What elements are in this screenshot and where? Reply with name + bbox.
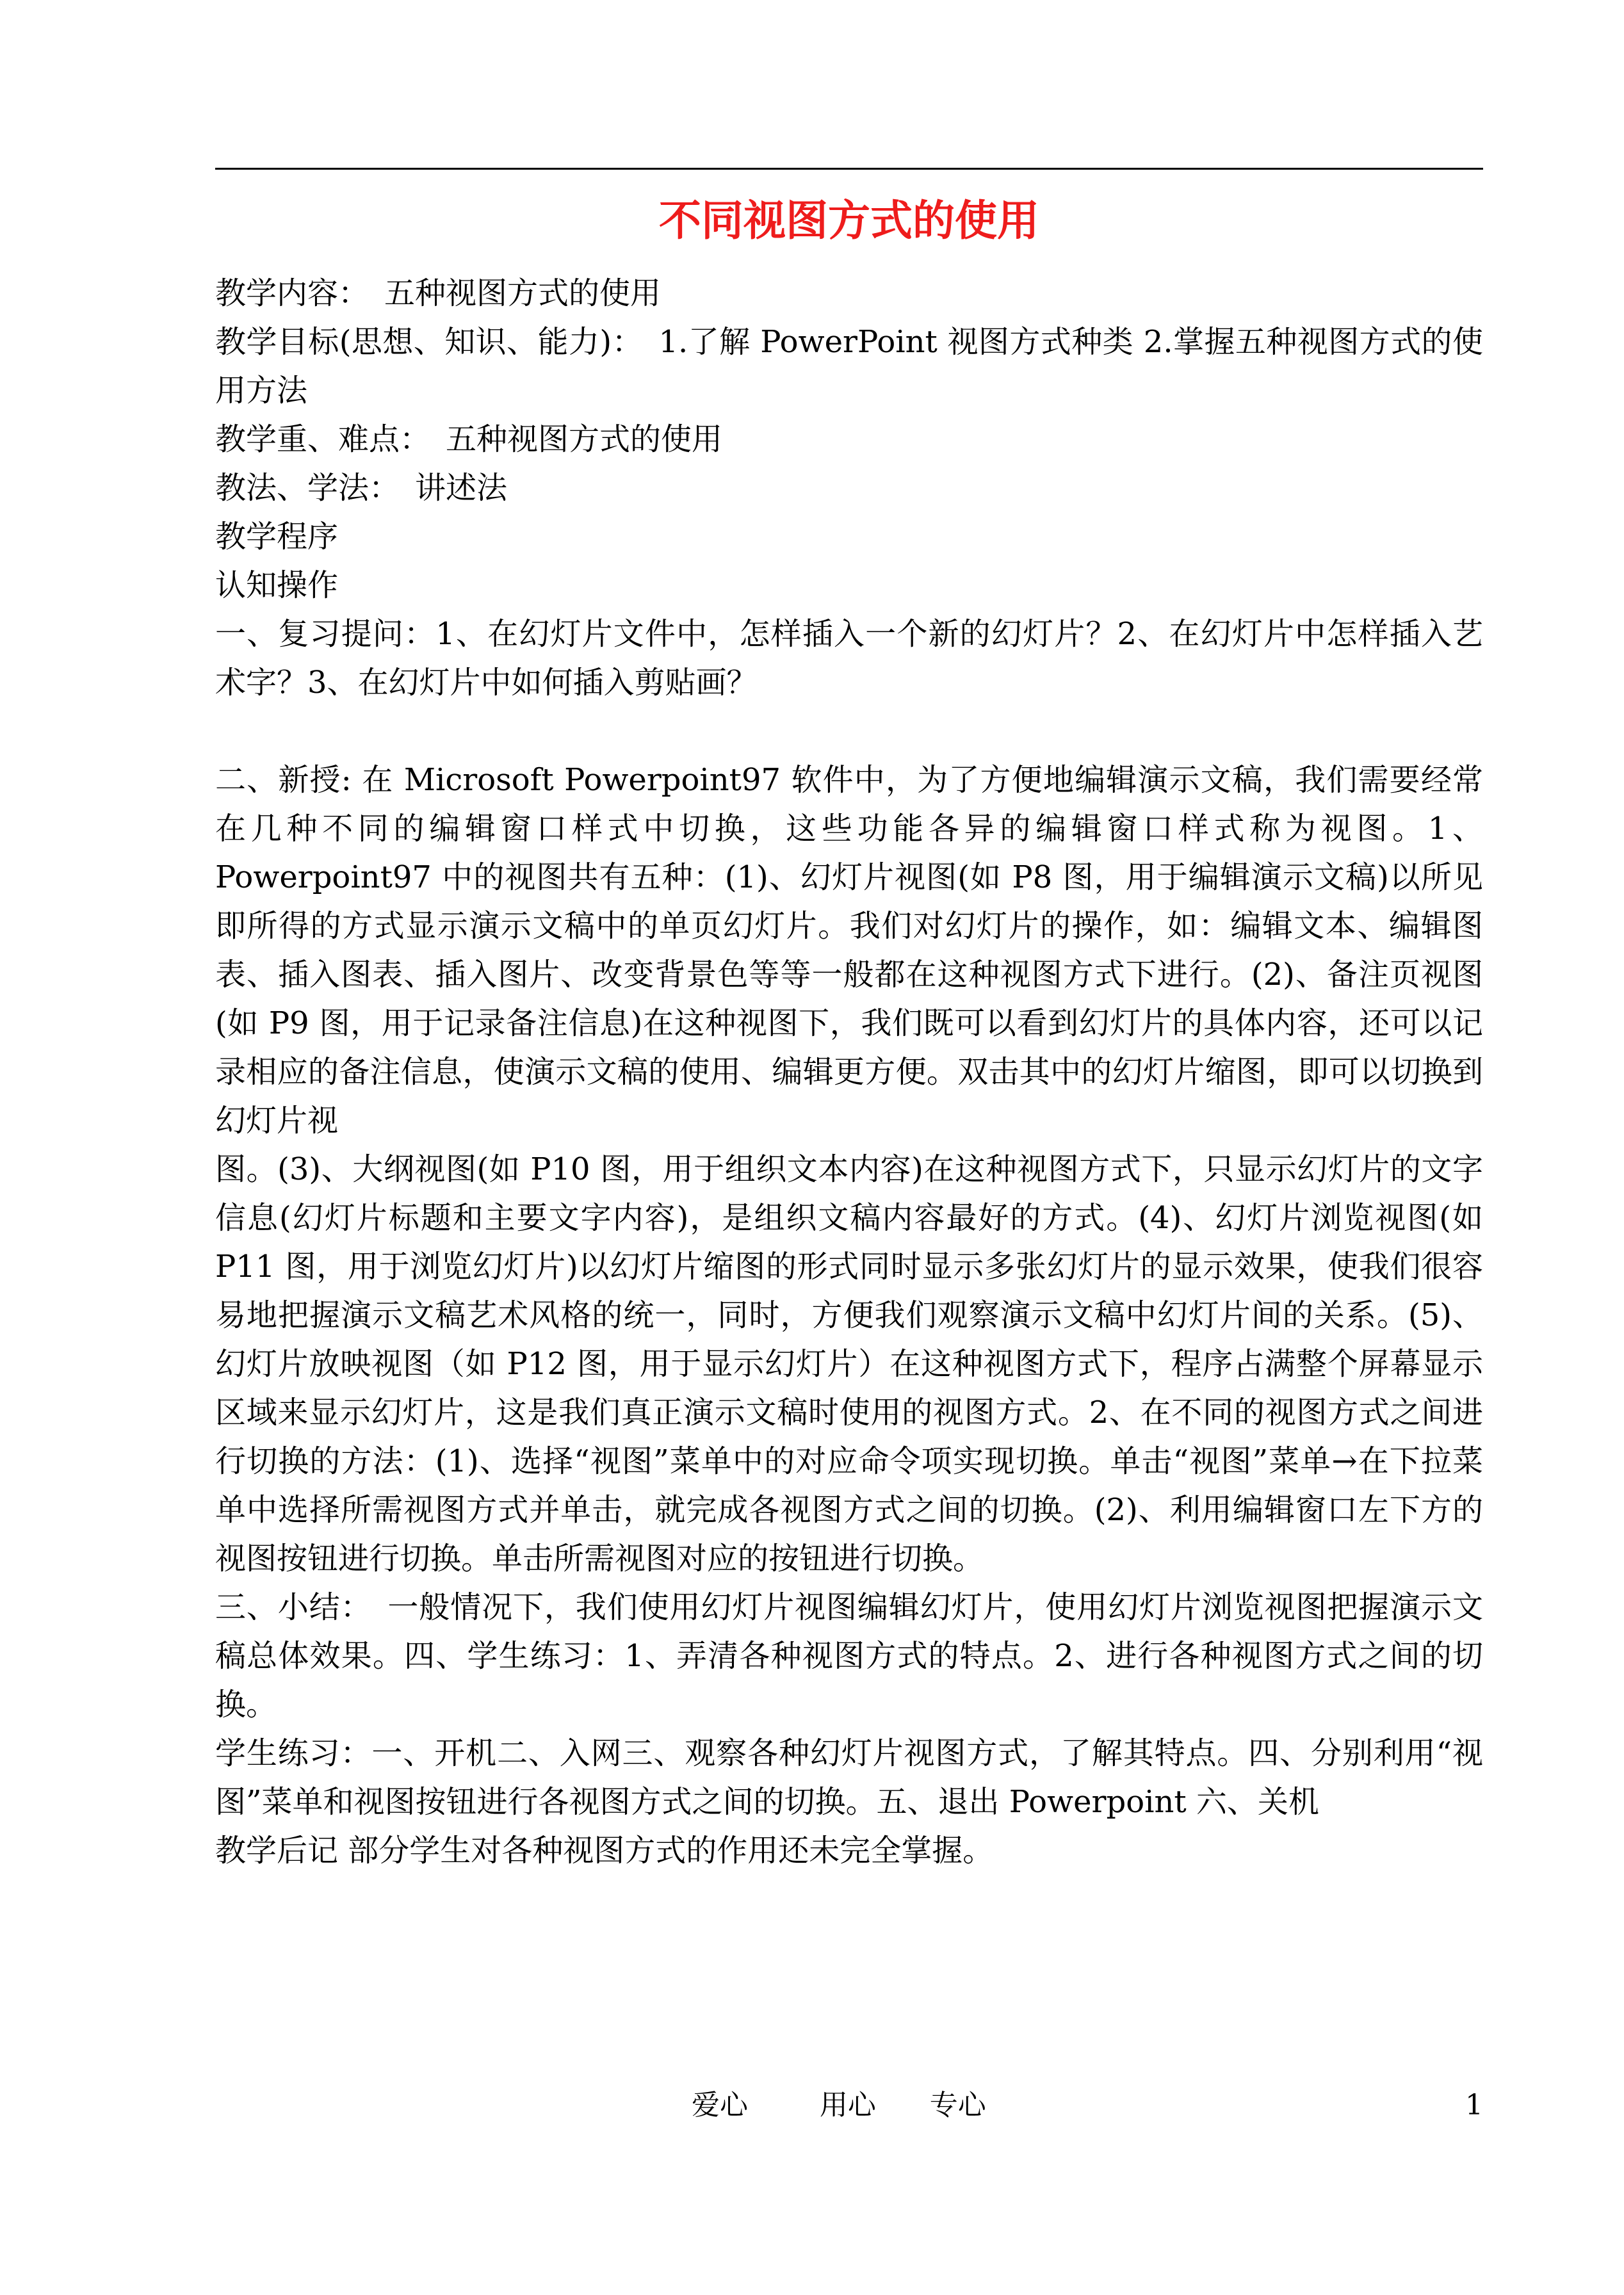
teaching-method: 教法、学法： 讲述法 [215, 470, 508, 506]
document-body [215, 269, 1483, 1875]
blank-line [215, 707, 1483, 756]
new-lesson-part-1: 二、新授: 在 Microsoft Powerpoint97 软件中，为了方便地编辑演示文稿，我们需要经常在几种不同的编辑窗口样式中切换，这些功能各异的编辑窗口样式称为视图。1、Powerpoint97 中的视图共有五种：(1)、幻灯片视图(如 P8 图，用于编辑演示文稿)以所见即所得的方式显示演示文稿中的单页幻灯片。我们对幻灯片的操作，如：编辑文本、编辑图表、插入图表、插入图片、改变背景色等等一般都在这种视图方式下进行。(2)、备注页视图(如 P9 图，用于记录备注信息)在这种视图下，我们既可以看到幻灯片的具体内容，还可以记录相应的备注信息，使演示文稿的使用、编辑更方便。双击其中的幻灯片缩图，即可以切换到幻灯片视 [215, 762, 1483, 1139]
student-practice: 学生练习：一、开机二、入网三、观察各种幻灯片视图方式，了解其特点。四、分别利用“视图”菜单和视图按钮进行各视图方式之间的切换。五、退出 Powerpoint 六、关机 [215, 1735, 1483, 1820]
page-number: 1 [1465, 2089, 1483, 2121]
footer-motto: 爱心 用心 专心 [692, 2089, 986, 2121]
new-lesson-part-2: 图。(3)、大纲视图(如 P10 图，用于组织文本内容)在这种视图方式下，只显示幻灯片的文字信息(幻灯片标题和主要文字内容)，是组织文稿内容最好的方式。(4)、幻灯片浏览视图(如 P11 图，用于浏览幻灯片)以幻灯片缩图的形式同时显示多张幻灯片的显示效果，使我们很容易地把握演示文稿艺术风格的统一，同时，方便我们观察演示文稿中幻灯片间的关系。(5)、幻灯片放映视图（如 P12 图，用于显示幻灯片）在这种视图方式下，程序占满整个屏幕显示区域来显示幻灯片，这是我们真正演示文稿时使用的视图方式。2、在不同的视图方式之间进行切换的方法：(1)、选择“视图”菜单中的对应命令项实现切换。单击“视图”菜单→在下拉菜单中选择所需视图方式并单击，就完成各视图方式之间的切换。(2)、利用编辑窗口左下方的视图按钮进行切换。单击所需视图对应的按钮进行切换。 [215, 1151, 1483, 1577]
review-questions: 一、复习提问：1、在幻灯片文件中，怎样插入一个新的幻灯片？2、在幻灯片中怎样插入艺术字？3、在幻灯片中如何插入剪贴画？ [215, 616, 1483, 701]
teaching-procedure: 教学程序 [215, 519, 339, 555]
header-rule [215, 168, 1483, 170]
teaching-content: 教学内容： 五种视图方式的使用 [215, 275, 662, 311]
cognitive-operation: 认知操作 [215, 567, 339, 603]
document-title: 不同视图方式的使用 [659, 196, 1039, 245]
key-points: 教学重、难点： 五种视图方式的使用 [215, 421, 723, 457]
summary: 三、小结： 一般情况下，我们使用幻灯片视图编辑幻灯片，使用幻灯片浏览视图把握演示文稿总体效果。四、学生练习：1、弄清各种视图方式的特点。2、进行各种视图方式之间的切换。 [215, 1589, 1483, 1723]
teaching-goal: 教学目标(思想、知识、能力)： 1.了解 PowerPoint 视图方式种类 2.掌握五种视图方式的使用方法 [215, 324, 1483, 409]
page-footer [0, 2080, 1624, 2131]
teaching-afterword: 教学后记 部分学生对各种视图方式的作用还未完全掌握。 [215, 1833, 994, 1869]
